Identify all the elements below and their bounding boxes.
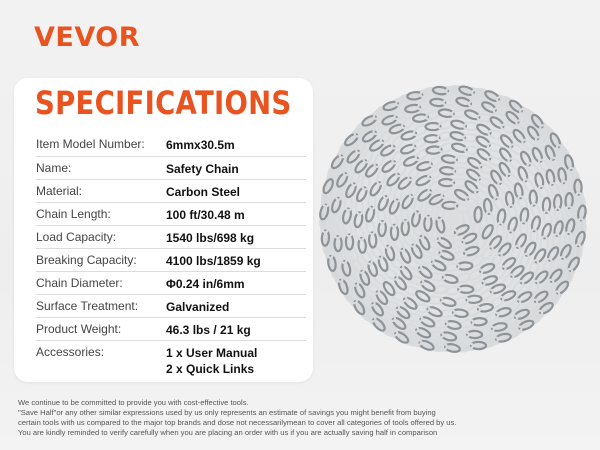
spec-value-line: Carbon Steel xyxy=(166,185,241,199)
spec-value-line: 46.3 lbs / 21 kg xyxy=(166,323,251,337)
specifications-card xyxy=(14,78,313,382)
spec-row xyxy=(36,340,306,382)
spec-label: Product Weight: xyxy=(36,322,122,336)
spec-value-line: 100 ft/30.48 m xyxy=(166,208,245,222)
spec-value-line: Φ0.24 in/6mm xyxy=(166,277,245,291)
spec-table xyxy=(36,133,306,382)
spec-value xyxy=(166,161,239,177)
spec-value-line: Galvanized xyxy=(166,300,230,314)
spec-label: Material: xyxy=(36,184,83,198)
spec-value-line: 1540 lbs/698 kg xyxy=(166,231,255,245)
spec-value xyxy=(166,137,235,153)
spec-row xyxy=(36,202,306,225)
coiled-chain-image xyxy=(318,84,588,354)
disclaimer-line: certain tools with us compared to the major top brands and dose not necessarilymean to cover all categories of tools offered by us. xyxy=(18,418,457,427)
spec-value xyxy=(166,230,254,246)
spec-row xyxy=(36,225,306,248)
vevor-logo: VEVOR xyxy=(34,22,141,53)
spec-row xyxy=(36,271,306,294)
disclaimer-text xyxy=(18,398,588,438)
disclaimer-line: You are kindly reminded to verify carefully when you are placing an order with us if you are actually saving half in comparison xyxy=(18,428,438,437)
spec-label: Breaking Capacity: xyxy=(36,253,137,267)
spec-value xyxy=(166,299,229,315)
spec-value-line: 4100 lbs/1859 kg xyxy=(166,254,261,268)
spec-label: Load Capacity: xyxy=(36,230,117,244)
spec-value-line: Safety Chain xyxy=(166,162,239,176)
spec-label: Chain Diameter: xyxy=(36,276,123,290)
spec-value-line: 1 x User Manual xyxy=(166,346,258,360)
spec-value xyxy=(166,322,251,338)
spec-label: Item Model Number: xyxy=(36,137,145,151)
spec-row xyxy=(36,133,306,156)
spec-label: Name: xyxy=(36,161,72,175)
specifications-title: SPECIFICATIONS xyxy=(35,84,292,122)
spec-row xyxy=(36,294,306,317)
spec-value-line: 2 x Quick Links xyxy=(166,362,255,376)
spec-value xyxy=(166,207,245,223)
spec-value-line: 6mmx30.5m xyxy=(166,138,235,152)
spec-row xyxy=(36,179,306,202)
spec-value xyxy=(166,345,257,377)
spec-label: Surface Treatment: xyxy=(36,299,139,313)
spec-row xyxy=(36,156,306,179)
spec-value xyxy=(166,184,240,200)
spec-label: Chain Length: xyxy=(36,207,111,221)
spec-value xyxy=(166,276,245,292)
disclaimer-line: We continue to be committed to provide you with cost-effective tools. xyxy=(18,398,249,407)
disclaimer-line: "Save Half"or any other similar expressions used by us only represents an estimate of savings you might benefit from buying xyxy=(18,408,436,417)
spec-value xyxy=(166,253,261,269)
spec-row xyxy=(36,317,306,340)
spec-label: Accessories: xyxy=(36,345,105,359)
spec-row xyxy=(36,248,306,271)
